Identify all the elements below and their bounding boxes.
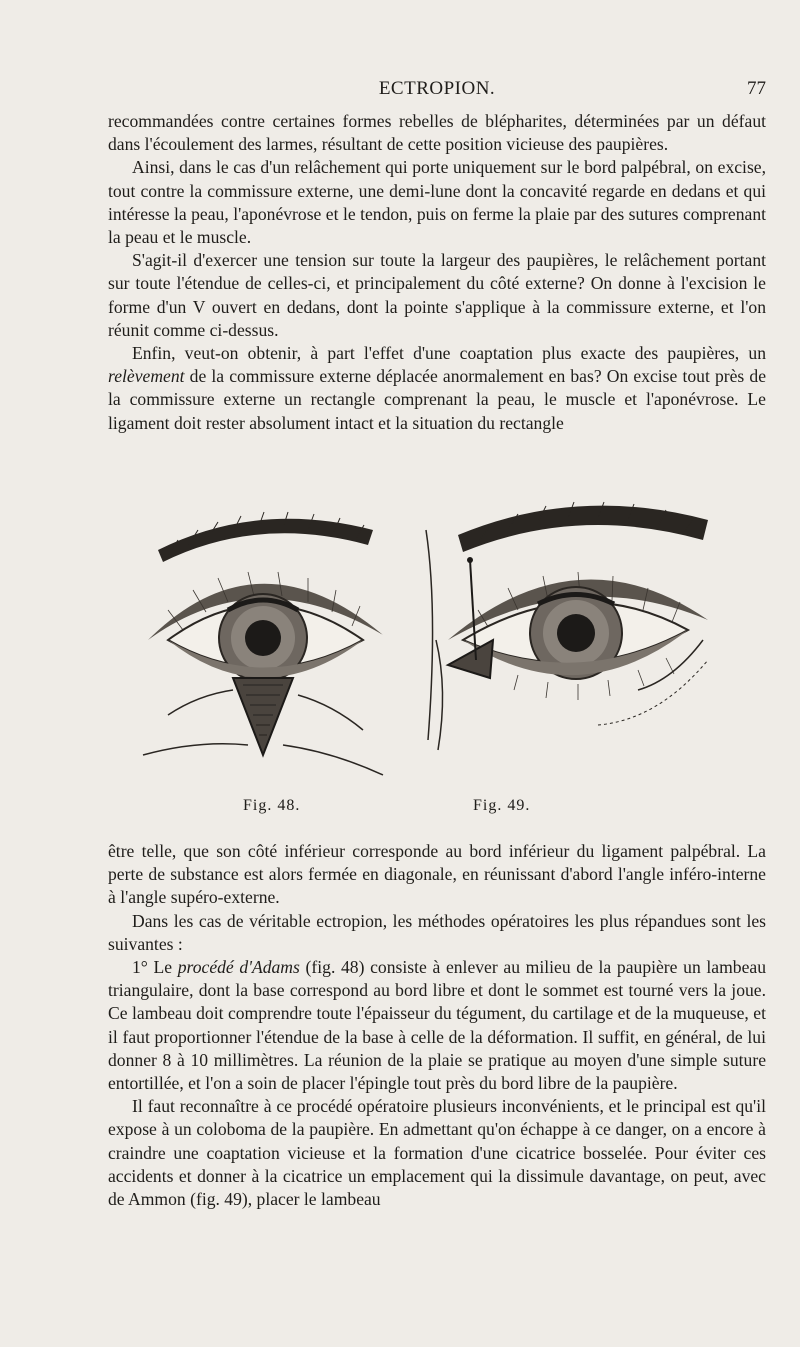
text-run: Enfin, veut-on obtenir, à part l'effet d'une coaptation plus exacte des paupières, un bbox=[132, 343, 766, 364]
paragraph: recommandées contre certaines formes rebelles de blépharites, déterminées par un défaut dans l'écoulement des larmes, résultant de cette position vicieuse des paupières. bbox=[108, 111, 766, 155]
paragraph: Dans les cas de véritable ectropion, les méthodes opératoires les plus répandues sont les suivantes : bbox=[108, 910, 766, 954]
paragraph bbox=[108, 342, 766, 435]
paragraph: Il faut reconnaître à ce procédé opératoire plusieurs inconvénients, et le principal est qu'il expose à un coloboma de la paupière. En admettant qu'on échappe à ce danger, on a encore à craindre une coaptation vicieuse et la formation d'une cicatrice bosselée. Pour éviter ces accidents et donner à la cicatrice un emplacement qui la dissimule davantage, on peut, avec de Ammon (fig. 49), placer le lambeau bbox=[108, 1096, 766, 1210]
page-header bbox=[108, 78, 766, 104]
fig48-eye-illustration bbox=[138, 490, 398, 780]
paragraph bbox=[108, 956, 766, 1095]
text-run: 1° Le bbox=[132, 957, 178, 978]
figures-area bbox=[108, 490, 766, 820]
paragraph: Ainsi, dans le cas d'un relâchement qui porte uniquement sur le bord palpébral, on excise, tout contre la commissure externe, une demi-lune dont la concavité regarde en dedans et qui intéresse la peau, l'aponévrose et le tendon, puis on ferme la plaie par des sutures comprenant la peau et le muscle. bbox=[108, 157, 766, 248]
running-title: ECTROPION. bbox=[378, 78, 496, 99]
text-run: de la commissure externe déplacée anormalement en bas? On excise tout près de la commissure externe un rectangle comprenant la peau, le muscle et l'aponévrose. Le ligament doit rester absolument intact et la situation du rectangle bbox=[108, 366, 766, 433]
emphasis-relevement: relèvement bbox=[108, 366, 185, 387]
body-text-bottom bbox=[108, 840, 766, 1211]
body-text-top bbox=[108, 110, 766, 435]
text-run: (fig. 48) consiste à enlever au milieu de la paupière un lambeau triangulaire, dont la base correspond au bord libre et dont le sommet est tourné vers la joue. Ce lambeau doit comprendre toute l'épaisseur du tégument, du cartilage et de la muqueuse, et il faut proportionner l'étendue de la base à celle de la déformation. Il suffit, en général, de lui donner 8 à 10 millimètres. La réunion de la plaie se pratique au moyen d'une simple suture entortillée, et l'on a soin de placer l'épingle tout près du bord libre de la paupière. bbox=[108, 957, 766, 1094]
emphasis-procede-adams: procédé d'Adams bbox=[177, 957, 300, 978]
paragraph: S'agit-il d'exercer une tension sur toute la largeur des paupières, le relâchement portant sur toute l'étendue de celles-ci, et principalement du côté externe? On donne à l'excision le forme d'un V ouvert en dedans, dont la pointe s'applique à la commissure externe, et l'on réunit comme ci-dessus. bbox=[108, 250, 766, 340]
paragraph: être telle, que son côté inférieur corresponde au bord inférieur du ligament palpébral. La perte de substance est alors fermée en diagonale, en réunissant d'abord l'angle inféro-interne à l'angle supéro-externe. bbox=[108, 841, 766, 908]
fig48-caption: Fig. 48. bbox=[243, 797, 301, 814]
fig49-eye-illustration bbox=[418, 490, 718, 780]
fig49-caption: Fig. 49. bbox=[473, 797, 531, 814]
page-number: 77 bbox=[747, 78, 766, 99]
